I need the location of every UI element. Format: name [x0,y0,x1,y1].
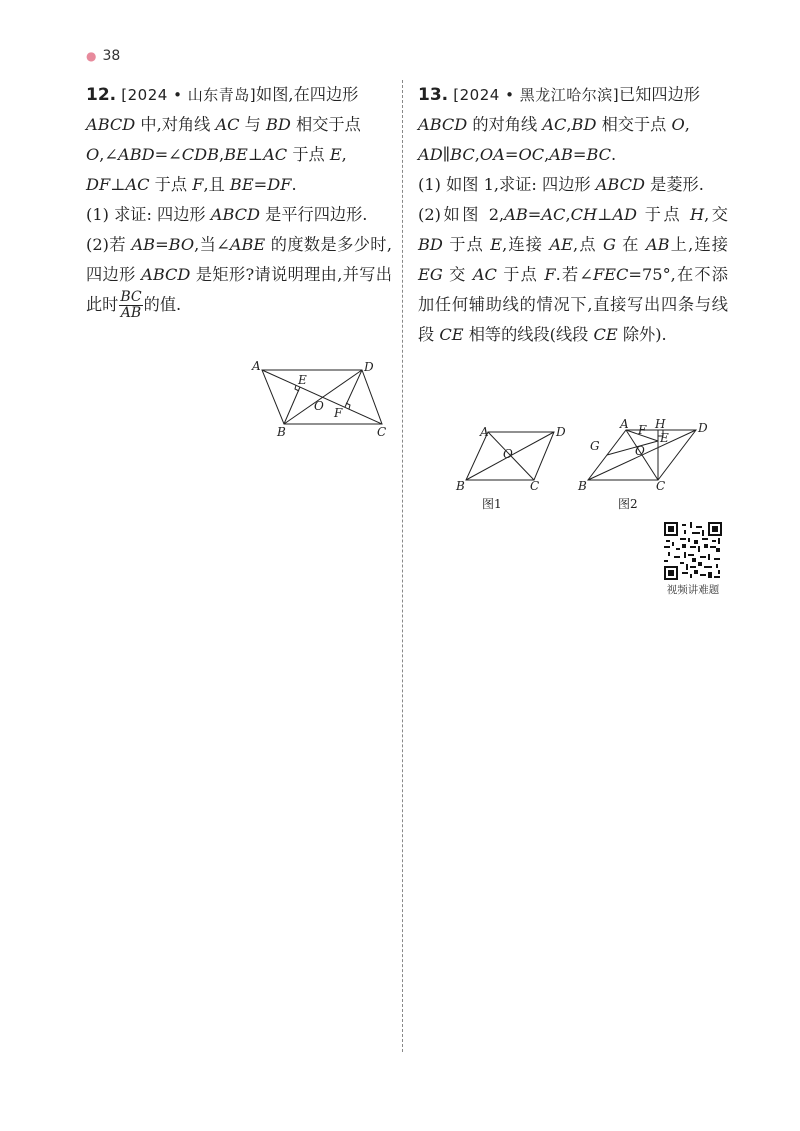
question-13 [418,80,728,350]
q13-figure-1 [452,424,582,514]
fig2-label-g: G [590,439,600,453]
q13-stem: 13. [2024 • 黑龙江哈尔滨]已知四边形 ABCD 的对角线 AC,BD 相交于点 O, AD∥BC,OA=OC,AB=BC. [418,85,700,164]
fig2-label-h: H [655,417,666,431]
column-divider [402,80,403,1052]
q12-label-o: O [314,399,324,413]
q12-label-a: A [252,359,261,373]
q12-part2: (2)若 AB=BO,当∠ABE 的度数是多少时,四边形 ABCD 是矩形?请说明理由,并写出此时 $\frac{BC}{AB}$ 的值. [86,235,393,321]
fig2-label-a: A [620,417,629,431]
page-number: ● 38 [86,48,121,64]
q12-figure [250,360,400,440]
fig2-label-e: E [660,431,669,445]
qr-label: 视频讲难题 [666,584,720,596]
q12-part1: (1) 求证: 四边形 ABCD 是平行四边形. [86,205,368,224]
fig1-caption: 图1 [482,497,502,511]
fig2-label-b: B [578,479,587,493]
fig2-label-o: O [635,444,645,458]
q13-figure-2 [576,418,716,514]
q12-stem: 12. [2024 • 山东青岛]如图,在四边形 ABCD 中,对角线 AC 与 BD 相交于点 O,∠ABD=∠CDB,BE⊥AC 于点 E, DF⊥AC 于点 F,且 BE=DF. [86,85,361,194]
bullet-dot-icon: ● [86,49,97,63]
q12-label-e: E [298,373,307,387]
fig1-label-o: O [503,447,513,461]
qr-code-icon[interactable] [664,522,722,580]
fig1-label-d: D [556,425,566,439]
fig2-label-c: C [656,479,666,493]
q12-label-b: B [277,425,286,439]
q13-part2: (2)如图 2,AB=AC,CH⊥AD 于点 H,交 BD 于点 E,连接 AE,点 G 在 AB上,连接 EG 交 AC 于点 F.若∠FEC=75°,在不添加任何辅助线的情况下,直接写出四条与线段 CE 相等的线段(线段 CE 除外). [418,205,728,344]
fig2-caption: 图2 [618,497,638,511]
q12-label-f: F [334,406,343,420]
q13-part1: (1) 如图 1,求证: 四边形 ABCD 是菱形. [418,175,704,194]
question-12 [86,80,392,321]
q12-label-d: D [364,360,374,374]
fig2-label-f: F [638,423,647,437]
fraction-bc-ab: $\frac{BC}{AB}$ [120,289,142,321]
fig1-label-a: A [480,425,489,439]
fig1-label-c: C [530,479,540,493]
fig2-label-d: D [698,421,708,435]
q12-label-c: C [377,425,387,439]
fig1-label-b: B [456,479,465,493]
